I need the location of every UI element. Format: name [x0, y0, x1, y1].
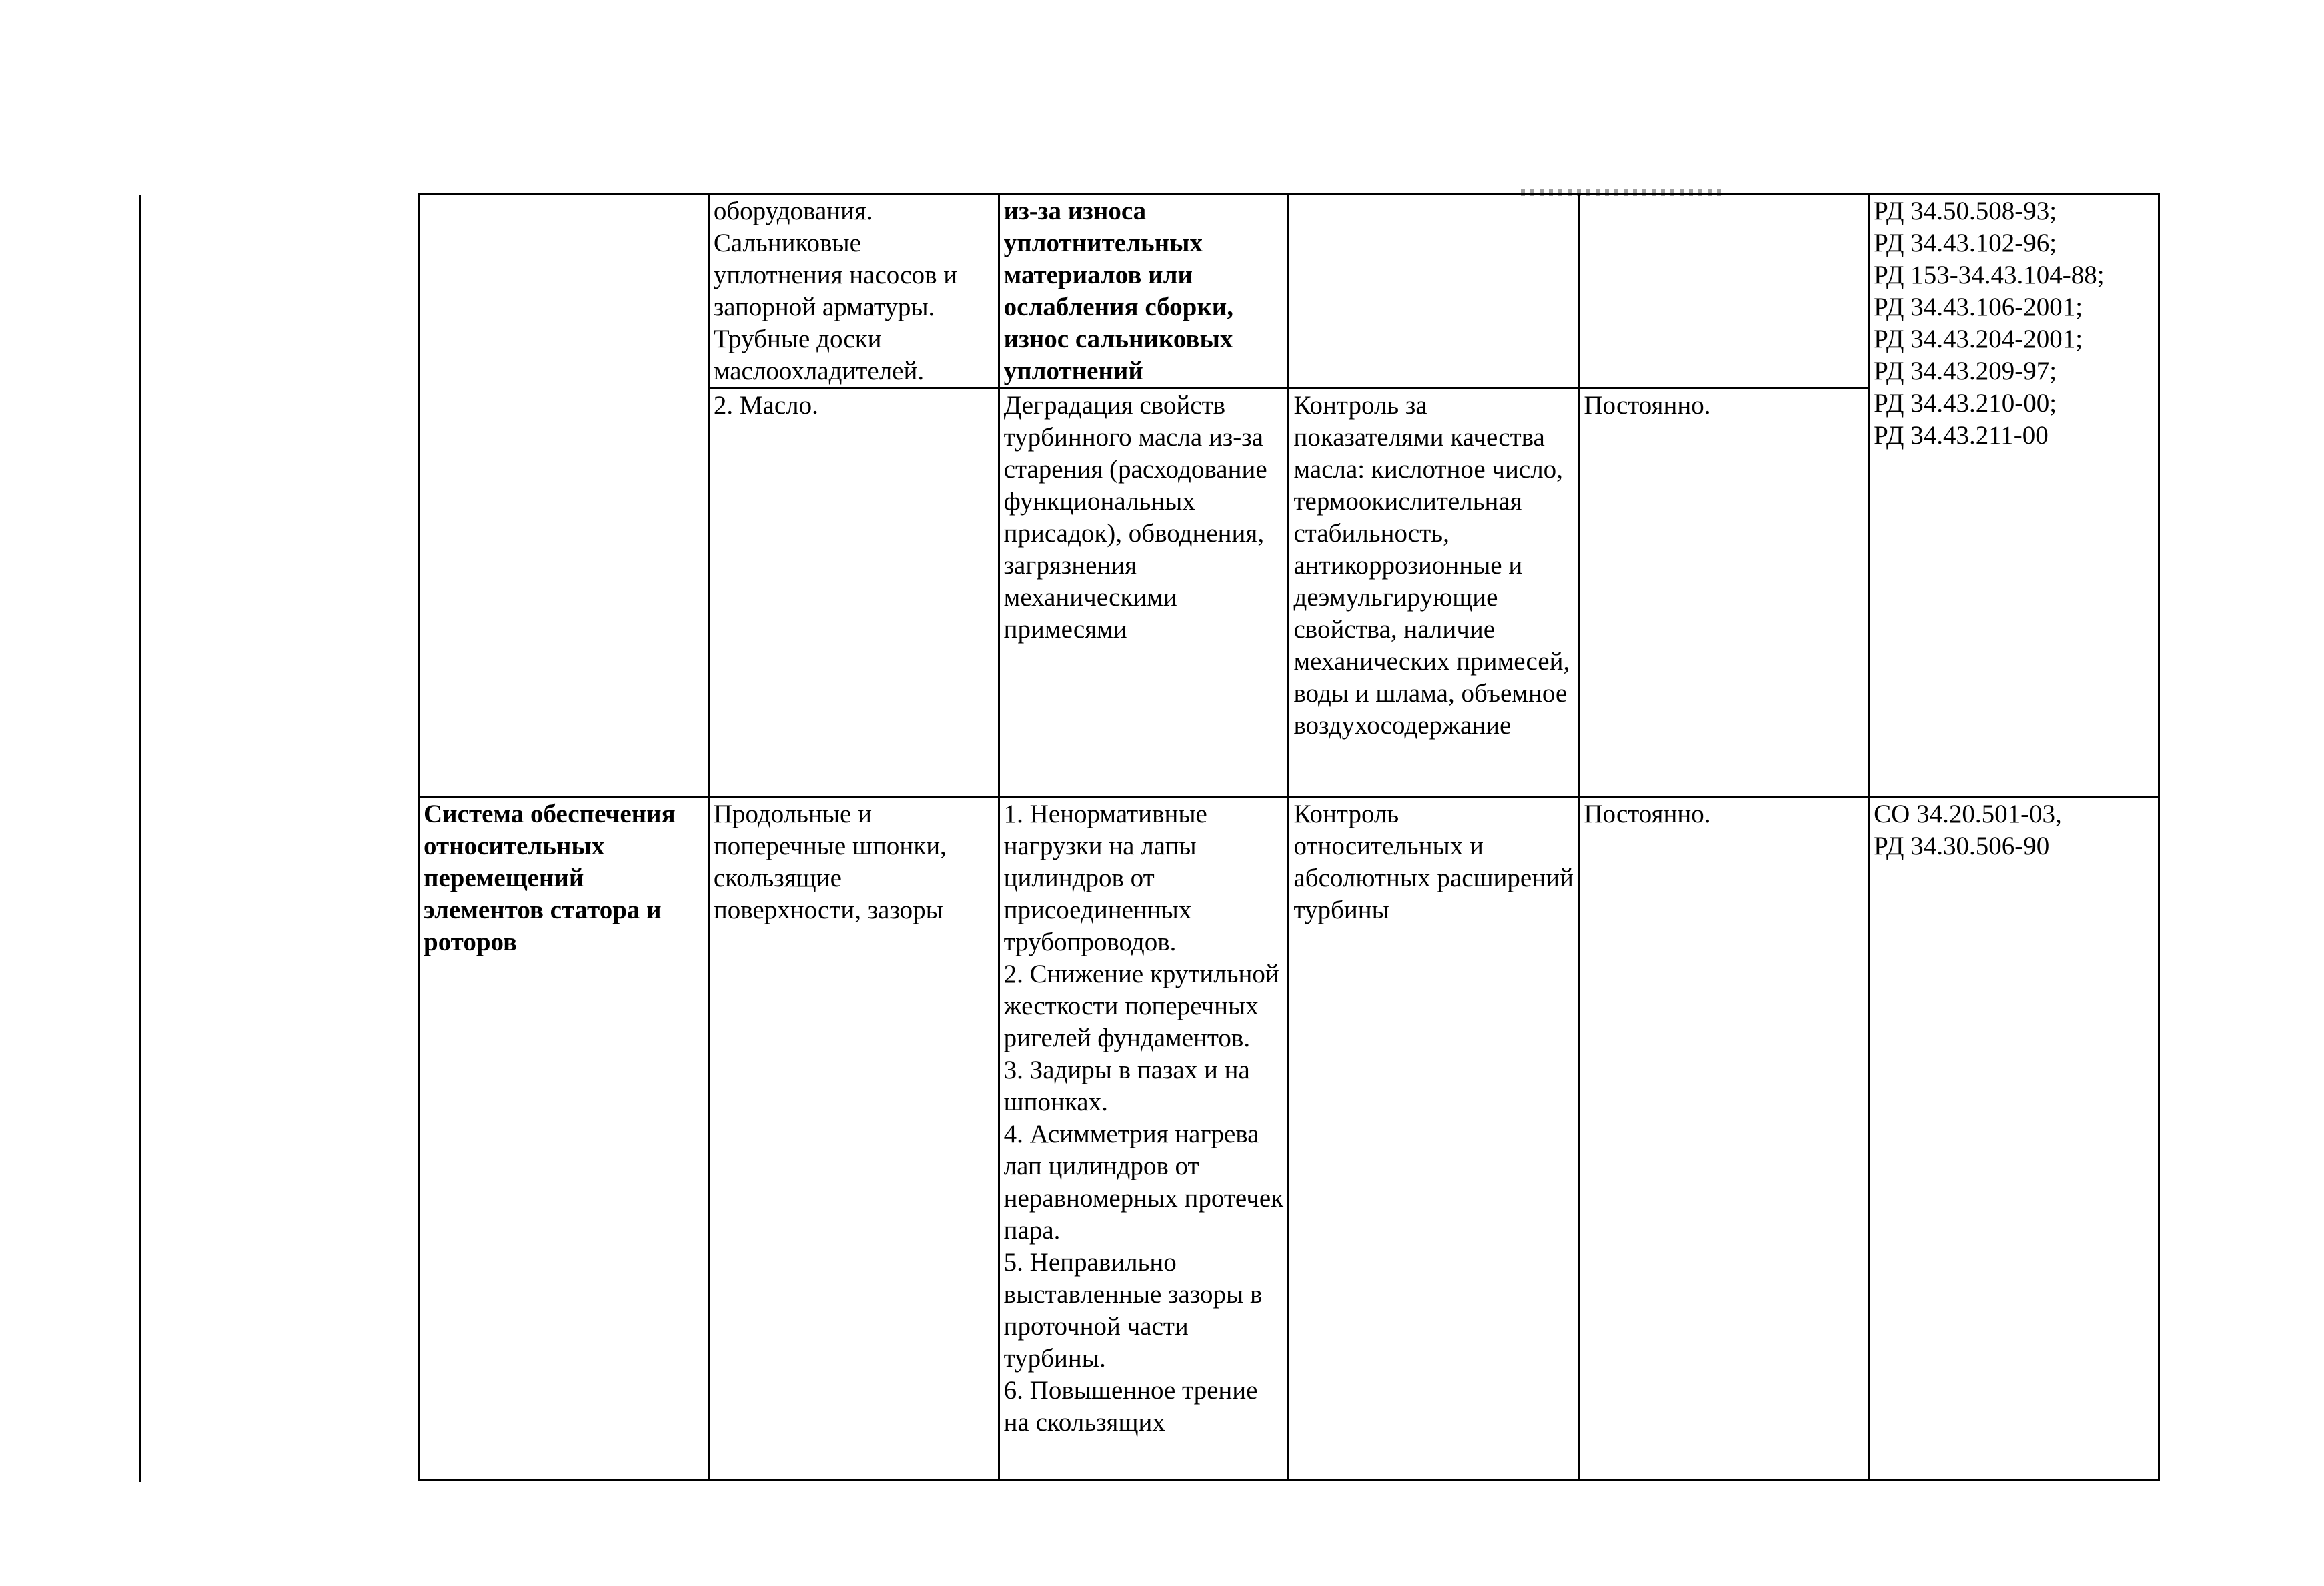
left-margin-line [139, 195, 141, 1482]
cell-part: 2. Масло. [708, 389, 999, 798]
cell-method: Контроль за показателями качества масла: кислотное число, термоокислительная стабильность, антикоррозионные и деэмульгирующие свойства, наличие механических примесей, воды и шлама, объемное воздухосодержание [1289, 389, 1579, 798]
cell-part: оборудования. Сальниковые уплотнения насосов и запорной арматуры. Трубные доски маслоохладителей. [708, 195, 999, 389]
cell-damage: 1. Ненормативные нагрузки на лапы цилиндров от присоединенных трубопроводов. 2. Снижение крутильной жесткости поперечных ригелей фундаментов. 3. Задиры в пазах и на шпонках. 4. Асимметрия нагрева лап цилиндров от неравномерных протечек пара. 5. Неправильно выставленные зазоры в проточной части турбины. 6. Повышенное трение на скользящих [999, 798, 1289, 1480]
cell-frequency: Постоянно. [1579, 798, 1869, 1480]
table-row [419, 195, 2159, 389]
cell-frequency: Постоянно. [1579, 389, 1869, 798]
cell-frequency [1579, 195, 1869, 389]
cell-damage: Деградация свойств турбинного масла из-за старения (расходование функциональных присадок), обводнения, загрязнения механическими примесями [999, 389, 1289, 798]
inspection-table [418, 193, 2160, 1481]
cell-part: Продольные и поперечные шпонки, скользящие поверхности, зазоры [708, 798, 999, 1480]
cell-norms: СО 34.20.501-03, РД 34.30.506-90 [1869, 798, 2159, 1480]
cell-element [419, 195, 709, 798]
cell-damage: из-за износа уплотнительных материалов или ослабления сборки, износ сальниковых уплотнений [999, 195, 1289, 389]
cell-method: Контроль относительных и абсолютных расширений турбины [1289, 798, 1579, 1480]
cell-element: Система обеспечения относительных перемещений элементов статора и роторов [419, 798, 709, 1480]
cell-norms: РД 34.50.508-93; РД 34.43.102-96; РД 153-34.43.104-88; РД 34.43.106-2001; РД 34.43.204-2001; РД 34.43.209-97; РД 34.43.210-00; РД 34.43.211-00 [1869, 195, 2159, 798]
cell-method [1289, 195, 1579, 389]
table-row [419, 798, 2159, 1480]
